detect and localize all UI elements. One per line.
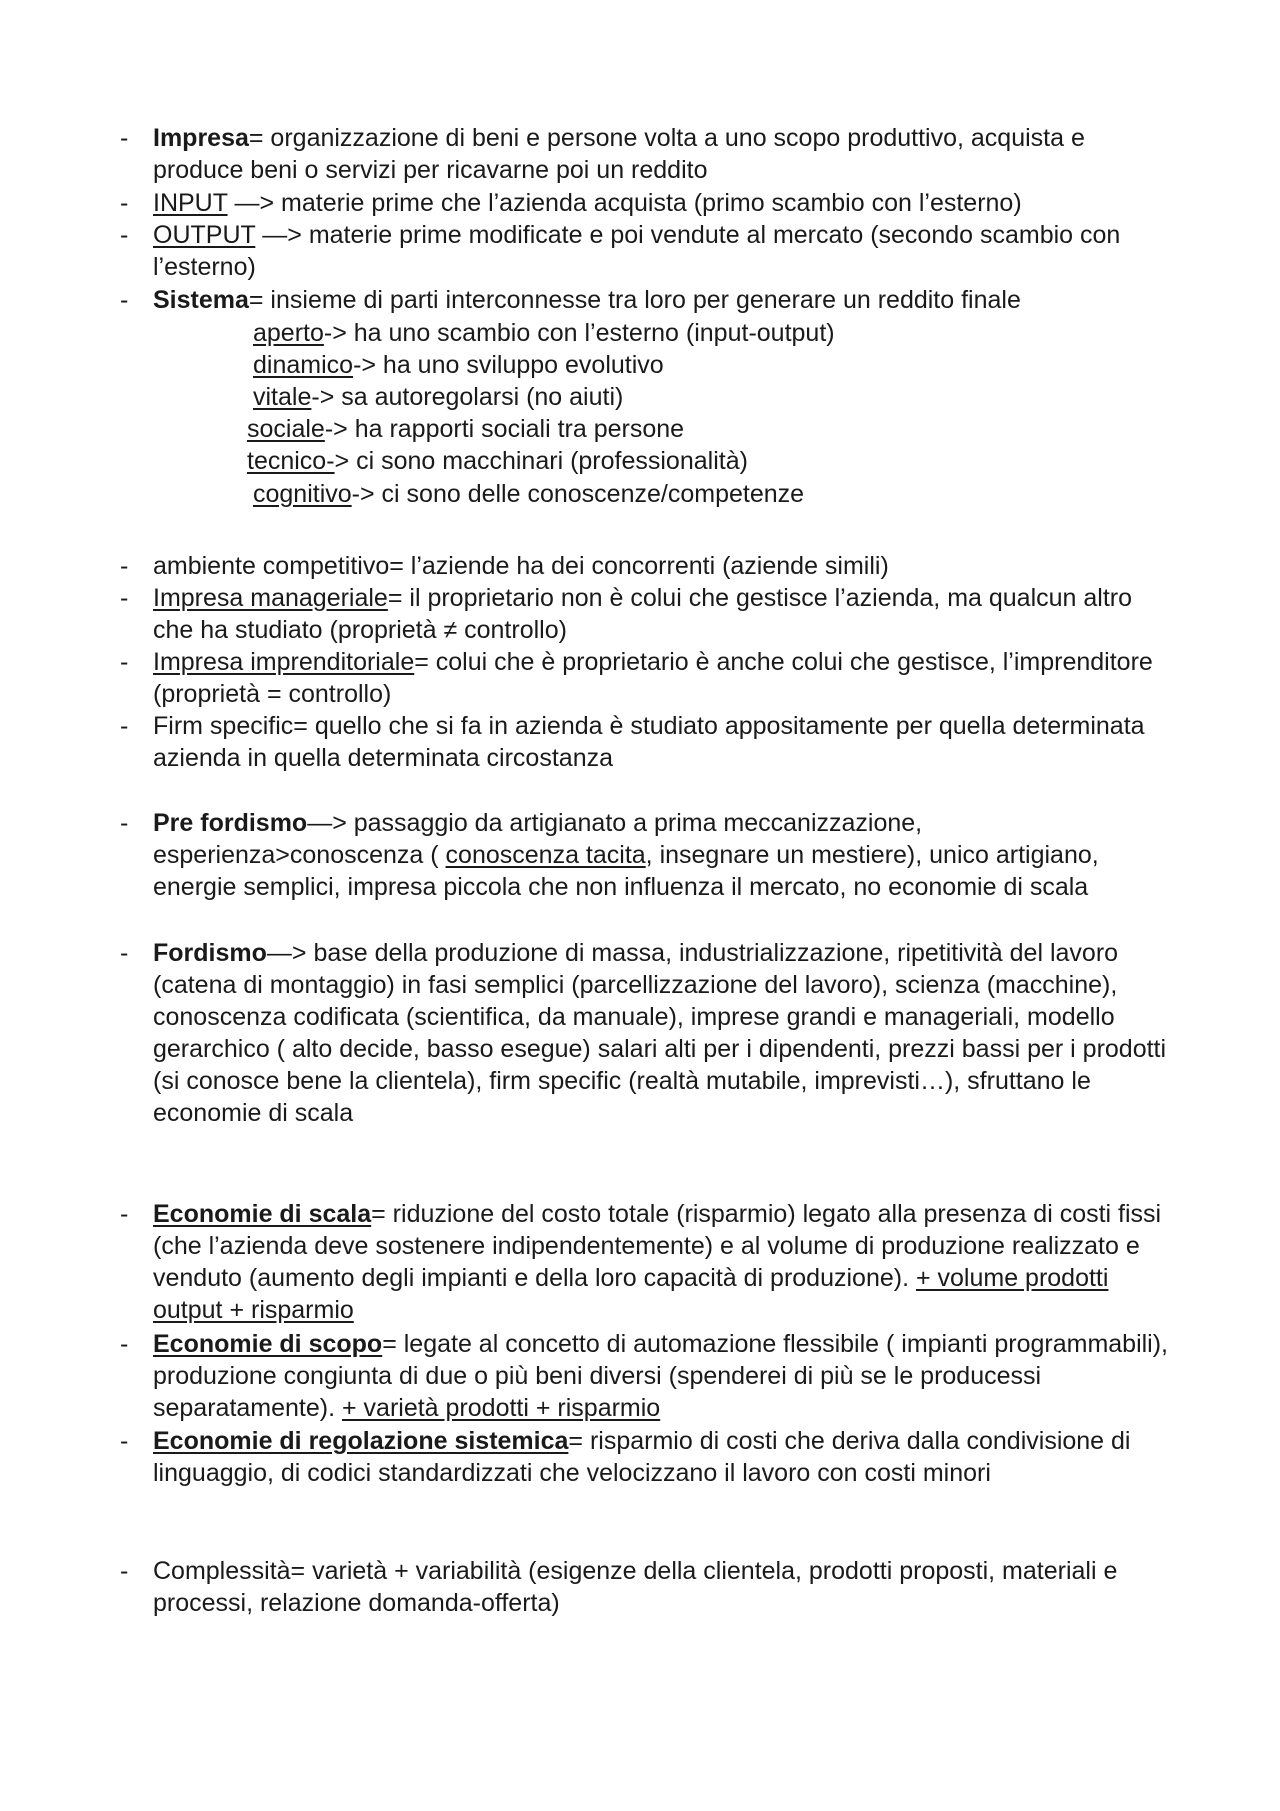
item-term: Impresa manageriale (153, 584, 388, 612)
bullet-dash: - (120, 712, 129, 740)
bullet-dash: - (120, 1200, 129, 1228)
sub-term: aperto (253, 319, 324, 347)
sub-term: dinamico (253, 351, 354, 379)
item-text (153, 122, 1173, 186)
sub-term: sociale (247, 415, 325, 443)
sistema-sub-aperto (253, 317, 835, 349)
bullet-dash: - (120, 1427, 129, 1455)
item-summary: + varietà prodotti + risparmio (342, 1394, 661, 1422)
sub-definition: -> ci sono delle conoscenze/competenze (351, 480, 805, 508)
item-term: Economie di regolazione sistemica (153, 1427, 569, 1455)
item-text (153, 1198, 1173, 1326)
item-text (153, 284, 1173, 316)
item-definition-cont: , insegnare un mestiere), unico artigiano, energie semplici, impresa piccola che non influenza il mercato, no economie di scala (153, 841, 1099, 901)
item-text: Complessità= varietà + variabilità (esigenze della clientela, prodotti proposti, materiali e processi, relazione domanda-offerta) (153, 1557, 1118, 1617)
bullet-dash: - (120, 189, 129, 217)
item-definition: = risparmio di costi che deriva dalla condivisione di linguaggio, di codici standardizzati che velocizzano il lavoro con costi minori (153, 1427, 1131, 1487)
bullet-dash: - (120, 552, 129, 580)
item-definition: = organizzazione di beni e persone volta a uno scopo produttivo, acquista e produce beni o servizi per ricavarne poi un reddito (153, 124, 1085, 184)
sub-definition: -> ha uno sviluppo evolutivo (353, 351, 664, 379)
item-text: Firm specific= quello che si fa in azienda è studiato appositamente per quella determinata azienda in quella determinata circostanza (153, 712, 1145, 772)
item-definition: = il proprietario non è colui che gestisce l’azienda, ma qualcun altro che ha studiato (proprietà ≠ controllo) (153, 584, 1133, 644)
item-term: Impresa imprenditoriale (153, 648, 415, 676)
item-term: Economie di scopo (153, 1330, 383, 1358)
bullet-dash: - (120, 221, 129, 249)
item-text (153, 187, 1173, 219)
item-highlight: conoscenza tacita (445, 841, 646, 869)
bullet-dash: - (120, 124, 129, 152)
item-text (153, 807, 1173, 903)
bullet-dash: - (120, 809, 129, 837)
item-definition: —> materie prime modificate e poi vendute al mercato (secondo scambio con l’esterno) (153, 221, 1121, 281)
item-summary: + volume prodotti output + risparmio (153, 1264, 1109, 1324)
item-definition: = legate al concetto di automazione flessibile ( impianti programmabili), produzione congiunta di due o più beni diversi (spenderei di più se le producessi separatamente). (153, 1330, 1169, 1422)
bullet-dash: - (120, 648, 129, 676)
sub-term: vitale (253, 383, 312, 411)
sistema-sub-tecnico (247, 445, 748, 477)
sub-definition: -> ha rapporti sociali tra persone (324, 415, 685, 443)
item-text: ambiente competitivo= l’aziende ha dei concorrenti (aziende simili) (153, 552, 889, 580)
item-text (153, 582, 1173, 646)
item-term: Fordismo (153, 939, 267, 967)
item-text (153, 219, 1173, 283)
sub-definition: -> ha uno scambio con l’esterno (input-output) (323, 319, 835, 347)
item-term: INPUT (153, 189, 228, 217)
sistema-sub-vitale (253, 381, 623, 413)
item-term: Economie di scala (153, 1200, 372, 1228)
item-text (153, 1328, 1173, 1424)
sub-term: cognitivo (253, 480, 352, 508)
sistema-sub-cognitivo (253, 478, 804, 510)
bullet-dash: - (120, 939, 129, 967)
item-text (153, 646, 1173, 710)
sistema-sub-sociale (247, 413, 684, 445)
item-term: Pre fordismo (153, 809, 308, 837)
item-definition: = insieme di parti interconnesse tra loro per generare un reddito finale (248, 286, 1021, 314)
item-definition: —> passaggio da artigianato a prima meccanizzazione, esperienza>conoscenza ( (153, 809, 923, 869)
item-term: Sistema (153, 286, 249, 314)
item-text (153, 1425, 1173, 1489)
sistema-sub-dinamico (253, 349, 664, 381)
bullet-dash: - (120, 584, 129, 612)
sub-term: tecnico- (247, 447, 335, 475)
bullet-dash: - (120, 286, 129, 314)
bullet-dash: - (120, 1557, 129, 1585)
item-definition: = riduzione del costo totale (risparmio) legato alla presenza di costi fissi (che l’azienda deve sostenere indipendentemente) e al volume di produzione realizzato e venduto (aumento degli impianti e della loro capacità di produzione). (153, 1200, 1162, 1292)
item-definition: —> materie prime che l’azienda acquista (primo scambio con l’esterno) (227, 189, 1022, 217)
item-definition: —> base della produzione di massa, industrializzazione, ripetitività del lavoro (catena di montaggio) in fasi semplici (parcellizzazione del lavoro), scienza (macchine), conoscenza codificata (scientifica, da manuale), imprese grandi e manageriali, modello gerarchico ( alto decide, basso esegue) salari alti per i dipendenti, prezzi bassi per i prodotti (si conosce bene la clientela), firm specific (realtà mutabile, imprevisti…), sfruttano le economie di scala (153, 939, 1167, 1127)
item-term: OUTPUT (153, 221, 256, 249)
sub-definition: > ci sono macchinari (professionalità) (334, 447, 748, 475)
sub-definition: -> sa autoregolarsi (no aiuti) (311, 383, 624, 411)
item-text (153, 937, 1173, 1129)
bullet-dash: - (120, 1330, 129, 1358)
item-definition: = colui che è proprietario è anche colui che gestisce, l’imprenditore (proprietà = controllo) (153, 648, 1153, 708)
item-term: Impresa (153, 124, 249, 152)
